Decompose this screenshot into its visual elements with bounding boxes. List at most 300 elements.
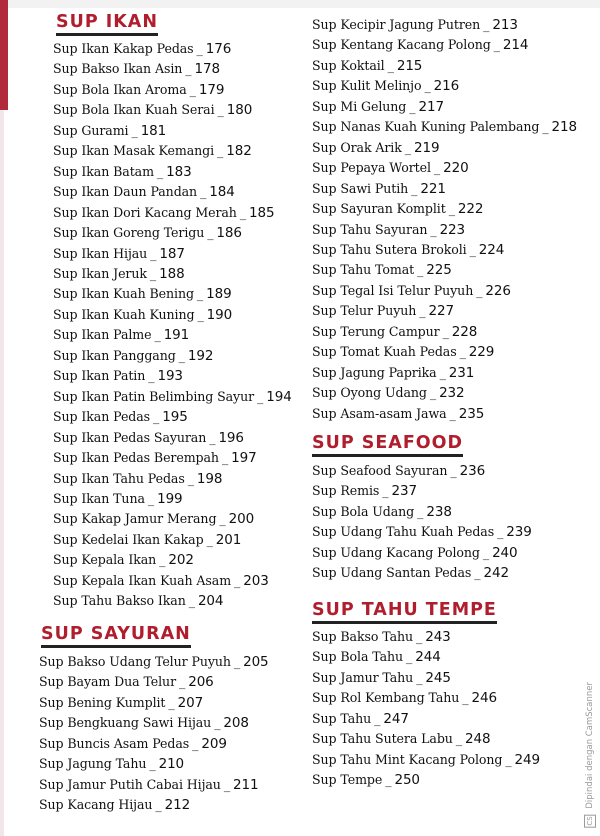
page-number: 250 — [394, 772, 420, 789]
separator: _ — [209, 429, 216, 445]
recipe-name: Sup Ikan Tahu Pedas — [53, 470, 185, 486]
recipe-name: Sup Ikan Patin Belimbing Sayur — [53, 388, 255, 404]
recipe-entry — [53, 366, 318, 386]
recipe-entry — [53, 162, 318, 182]
separator: _ — [404, 139, 411, 155]
recipe-entry — [53, 284, 318, 304]
section-sup-tahu-tempe — [312, 600, 594, 791]
item-list — [312, 15, 594, 424]
page-number: 207 — [177, 694, 204, 711]
recipe-name: Sup Seafood Sayuran — [312, 463, 448, 478]
recipe-name: Sup Tahu Tomat — [312, 262, 415, 278]
separator: _ — [217, 143, 224, 159]
page-number: 196 — [218, 429, 244, 446]
recipe-name: Sup Ikan Dori Kacang Merah — [53, 204, 237, 220]
recipe-name: Sup Sayuran Komplit — [312, 201, 446, 217]
section-sup-sayuran — [41, 624, 303, 816]
separator: _ — [374, 710, 381, 726]
recipe-entry — [312, 342, 594, 362]
separator: _ — [196, 41, 203, 56]
page-number: 190 — [206, 306, 233, 323]
section-sup-sayuran-continued — [312, 15, 594, 424]
separator: _ — [406, 649, 413, 665]
recipe-entry — [312, 220, 594, 240]
page-number: 243 — [425, 629, 451, 645]
separator: _ — [411, 180, 418, 196]
recipe-name: Sup Sawi Putih — [312, 180, 409, 196]
recipe-name: Sup Jamur Putih Cabai Hijau — [39, 776, 221, 792]
recipe-name: Sup Bola Ikan Aroma — [53, 81, 187, 97]
separator: _ — [417, 503, 424, 519]
recipe-entry — [53, 141, 318, 161]
page-number: 181 — [140, 122, 167, 139]
recipe-entry — [312, 688, 594, 708]
separator: _ — [416, 669, 423, 685]
separator: _ — [147, 490, 155, 506]
recipe-entry — [312, 199, 594, 219]
recipe-name: Sup Tahu — [312, 710, 372, 726]
recipe-name: Sup Bakso Udang Telur Puyuh — [39, 654, 231, 669]
page-number: 194 — [266, 388, 292, 405]
recipe-name: Sup Bola Ikan Kuah Serai — [53, 102, 215, 118]
recipe-entry — [39, 754, 303, 774]
recipe-name: Sup Bening Kumplit — [39, 694, 166, 710]
recipe-entry — [53, 305, 318, 325]
section-heading: SUP SEAFOOD — [312, 433, 463, 457]
recipe-name: Sup Asam-asam Jawa — [312, 405, 447, 421]
recipe-name: Sup Remis — [312, 483, 380, 499]
separator: _ — [459, 344, 466, 360]
recipe-name: Sup Tempe — [312, 772, 383, 788]
recipe-name: Sup Koktail — [312, 57, 385, 73]
page-number: 244 — [415, 649, 441, 666]
recipe-entry — [39, 652, 303, 672]
page-number: 204 — [197, 593, 224, 610]
watermark-text: Dipindai dengan CamScanner — [585, 682, 595, 809]
page-number: 223 — [439, 221, 466, 238]
separator: _ — [149, 265, 157, 281]
page-number: 246 — [471, 690, 497, 707]
page-number: 182 — [226, 143, 252, 160]
page-number: 211 — [233, 776, 259, 793]
page-number: 219 — [413, 139, 440, 156]
recipe-entry — [312, 404, 594, 424]
recipe-name: Sup Nanas Kuah Kuning Palembang — [312, 119, 540, 135]
page-number: 220 — [443, 160, 469, 177]
recipe-name: Sup Bola Udang — [312, 503, 415, 519]
separator: _ — [200, 184, 207, 200]
recipe-name: Sup Ikan Kuah Kuning — [53, 306, 195, 322]
separator: _ — [474, 565, 481, 581]
page-number: 197 — [231, 450, 257, 467]
recipe-name: Sup Tomat Kuah Pedas — [312, 344, 457, 360]
recipe-name: Sup Tahu Sayuran — [312, 221, 428, 237]
side-color-strip — [0, 0, 8, 110]
separator: _ — [185, 61, 192, 77]
recipe-name: Sup Ikan Pedas — [53, 409, 151, 425]
recipe-entry — [312, 627, 594, 647]
recipe-entry — [312, 281, 594, 301]
page-top-edge — [0, 0, 600, 8]
page-number: 225 — [426, 262, 452, 279]
recipe-name: Sup Ikan Masak Kemangi — [53, 143, 215, 159]
separator: _ — [192, 735, 199, 751]
recipe-entry — [53, 530, 318, 550]
recipe-entry — [53, 346, 318, 366]
page-number: 237 — [391, 483, 417, 500]
separator: _ — [150, 245, 157, 261]
page-number: 218 — [551, 119, 577, 136]
separator: _ — [148, 368, 155, 384]
recipe-entry — [39, 672, 303, 692]
page-number: 227 — [428, 303, 454, 320]
separator: _ — [131, 122, 138, 138]
separator: _ — [239, 204, 247, 220]
page-number: 249 — [514, 751, 541, 768]
separator: _ — [149, 756, 156, 772]
recipe-entry — [312, 383, 594, 403]
recipe-name: Sup Kecipir Jagung Putren — [312, 17, 481, 32]
scanner-watermark — [584, 682, 596, 828]
recipe-name: Sup Kulit Melinjo — [312, 78, 422, 94]
recipe-entry — [53, 244, 318, 264]
page-number: 217 — [418, 98, 444, 115]
page-number: 216 — [433, 78, 460, 95]
recipe-name: Sup Kepala Ikan Kuah Asam — [53, 572, 232, 588]
recipe-name: Sup Pepaya Wortel — [312, 160, 431, 176]
recipe-entry — [53, 550, 318, 570]
recipe-entry — [53, 591, 318, 611]
separator: _ — [462, 690, 469, 706]
recipe-entry — [312, 158, 594, 178]
item-list — [39, 652, 303, 816]
separator: _ — [493, 37, 500, 53]
recipe-entry — [312, 481, 594, 501]
item-list — [312, 627, 594, 791]
separator: _ — [179, 674, 186, 690]
recipe-entry — [312, 240, 594, 260]
recipe-entry — [53, 182, 318, 202]
separator: _ — [219, 511, 226, 527]
recipe-name: Sup Kepala Ikan — [53, 552, 157, 568]
page-number: 210 — [158, 756, 185, 773]
recipe-entry — [312, 76, 594, 96]
recipe-name: Sup Kakap Jamur Merang — [53, 511, 217, 527]
separator: _ — [233, 654, 241, 669]
recipe-name: Sup Ikan Kuah Bening — [53, 286, 194, 302]
separator: _ — [206, 531, 213, 547]
separator: _ — [483, 17, 490, 32]
recipe-name: Sup Bayam Dua Telur — [39, 674, 176, 690]
recipe-entry — [312, 750, 594, 770]
recipe-entry — [312, 668, 594, 688]
recipe-entry — [312, 729, 594, 749]
recipe-name: Sup Telur Puyuh — [312, 303, 417, 319]
page-number: 189 — [206, 286, 232, 303]
page-number: 193 — [157, 368, 183, 385]
recipe-entry — [312, 502, 594, 522]
separator: _ — [159, 552, 166, 568]
separator: _ — [417, 262, 424, 278]
recipe-name: Sup Tegal Isi Telur Puyuh — [312, 282, 474, 298]
recipe-entry — [53, 264, 318, 284]
page-number: 224 — [478, 241, 505, 258]
separator: _ — [196, 286, 204, 302]
page-number: 226 — [485, 282, 511, 299]
page-number: 208 — [223, 715, 249, 732]
recipe-entry — [53, 509, 318, 529]
recipe-entry — [53, 203, 318, 223]
page-number: 184 — [209, 184, 235, 201]
page-number: 248 — [465, 731, 491, 748]
separator: _ — [178, 347, 185, 363]
recipe-name: Sup Ikan Batam — [53, 163, 154, 179]
recipe-entry — [53, 387, 318, 407]
separator: _ — [476, 282, 483, 298]
page-number: 178 — [194, 61, 220, 78]
separator: _ — [382, 483, 389, 499]
separator: _ — [223, 776, 231, 792]
recipe-name: Sup Jagung Paprika — [312, 364, 437, 380]
recipe-name: Sup Ikan Tuna — [53, 490, 145, 506]
recipe-entry — [312, 301, 594, 321]
recipe-entry — [53, 489, 318, 509]
side-edge — [0, 110, 4, 836]
recipe-entry — [53, 325, 318, 345]
page-number: 222 — [457, 201, 484, 218]
recipe-name: Sup Ikan Pedas Sayuran — [53, 429, 207, 445]
section-heading: SUP IKAN — [56, 12, 158, 36]
page-number: 239 — [506, 524, 532, 541]
recipe-entry — [53, 469, 318, 489]
separator: _ — [409, 98, 416, 114]
recipe-name: Sup Udang Kacang Polong — [312, 544, 480, 560]
recipe-name: Sup Kacang Hijau — [39, 797, 153, 813]
section-sup-ikan — [53, 12, 318, 612]
recipe-entry — [312, 709, 594, 729]
recipe-name: Sup Bola Tahu — [312, 649, 404, 665]
recipe-entry — [312, 770, 594, 790]
recipe-entry — [53, 59, 318, 79]
recipe-name: Sup Terung Campur — [312, 323, 440, 339]
page-number: 183 — [166, 163, 192, 180]
separator: _ — [153, 409, 160, 425]
recipe-name: Sup Kedelai Ikan Kakap — [53, 531, 204, 547]
recipe-name: Sup Ikan Pedas Berempah — [53, 450, 219, 466]
separator: _ — [155, 797, 162, 813]
page-number: 202 — [168, 552, 194, 569]
recipe-entry — [312, 563, 594, 583]
page-number: 180 — [226, 102, 253, 119]
item-list — [312, 461, 594, 584]
page-number: 199 — [157, 490, 183, 507]
page-number: 191 — [163, 327, 190, 344]
page-number: 188 — [159, 265, 185, 282]
page-number: 176 — [205, 41, 232, 57]
page-number: 203 — [243, 572, 269, 589]
page-number: 238 — [426, 503, 452, 520]
recipe-name: Sup Jamur Tahu — [312, 669, 414, 685]
separator: _ — [187, 470, 194, 486]
separator: _ — [168, 694, 175, 710]
page-number: 195 — [162, 409, 188, 426]
page-number: 231 — [448, 364, 475, 381]
recipe-entry — [312, 461, 594, 481]
page-number: 206 — [188, 674, 214, 691]
recipe-entry — [312, 179, 594, 199]
recipe-entry — [39, 775, 303, 795]
page-number: 201 — [215, 531, 242, 548]
separator: _ — [450, 463, 457, 478]
separator: _ — [188, 593, 195, 609]
separator: _ — [442, 323, 449, 339]
separator: _ — [542, 119, 549, 135]
recipe-entry — [39, 734, 303, 754]
recipe-entry — [312, 522, 594, 542]
recipe-entry — [312, 138, 594, 158]
separator: _ — [469, 241, 476, 257]
recipe-name: Sup Ikan Panggang — [53, 347, 176, 363]
section-heading: SUP SAYURAN — [41, 624, 191, 648]
separator: _ — [234, 572, 241, 588]
recipe-entry — [312, 117, 594, 137]
recipe-entry — [312, 260, 594, 280]
recipe-name: Sup Ikan Palme — [53, 327, 152, 343]
separator: _ — [189, 81, 196, 97]
recipe-name: Sup Buncis Asam Pedas — [39, 735, 190, 751]
separator: _ — [424, 78, 431, 94]
recipe-name: Sup Mi Gelung — [312, 98, 407, 114]
page-number: 242 — [483, 565, 509, 582]
separator: _ — [207, 225, 214, 241]
item-list — [53, 39, 318, 612]
recipe-entry — [53, 223, 318, 243]
separator: _ — [448, 201, 455, 217]
recipe-name: Sup Ikan Kakap Pedas — [53, 41, 194, 56]
separator: _ — [156, 163, 164, 179]
recipe-entry — [312, 322, 594, 342]
page-number: 245 — [425, 669, 451, 686]
page-number: 209 — [201, 735, 227, 752]
separator: _ — [197, 306, 204, 322]
recipe-name: Sup Ikan Jeruk — [53, 265, 147, 281]
separator: _ — [221, 450, 229, 466]
page-number: 235 — [458, 405, 485, 422]
recipe-entry — [53, 407, 318, 427]
page-number: 215 — [396, 57, 423, 74]
page-number: 221 — [420, 180, 446, 197]
page-number: 214 — [502, 37, 529, 54]
separator: _ — [217, 102, 224, 118]
page-number: 240 — [492, 544, 518, 561]
separator: _ — [154, 327, 161, 343]
recipe-entry — [53, 571, 318, 591]
page-number: 198 — [196, 470, 223, 487]
page-number: 228 — [451, 323, 478, 340]
separator: _ — [385, 772, 392, 788]
recipe-entry — [53, 39, 318, 59]
page-number: 186 — [216, 225, 242, 242]
recipe-name: Sup Oyong Udang — [312, 385, 427, 401]
recipe-name: Sup Tahu Sutera Brokoli — [312, 241, 467, 257]
recipe-name: Sup Tahu Mint Kacang Polong — [312, 751, 503, 767]
page-number: 187 — [159, 245, 185, 262]
separator: _ — [419, 303, 426, 319]
recipe-entry — [312, 56, 594, 76]
page-number: 247 — [383, 710, 409, 727]
recipe-entry — [312, 647, 594, 667]
recipe-name: Sup Gurami — [53, 122, 129, 138]
separator: _ — [449, 405, 456, 421]
section-heading: SUP TAHU TEMPE — [312, 600, 497, 624]
recipe-entry — [53, 121, 318, 141]
recipe-name: Sup Orak Arik — [312, 139, 402, 155]
recipe-entry — [39, 713, 303, 733]
page-number: 179 — [198, 81, 225, 98]
separator: _ — [430, 221, 437, 237]
recipe-name: Sup Kentang Kacang Polong — [312, 37, 491, 53]
separator: _ — [416, 629, 423, 644]
recipe-name: Sup Tahu Bakso Ikan — [53, 593, 186, 609]
separator: _ — [433, 160, 441, 176]
section-sup-seafood — [312, 433, 594, 584]
separator: _ — [214, 715, 221, 731]
page-number: 213 — [492, 17, 518, 33]
recipe-entry — [53, 428, 318, 448]
separator: _ — [257, 388, 264, 404]
separator: _ — [387, 57, 394, 73]
recipe-entry — [312, 35, 594, 55]
page-number: 185 — [249, 204, 275, 221]
page-number: 229 — [468, 344, 495, 361]
recipe-name: Sup Bakso Ikan Asin — [53, 61, 183, 77]
recipe-name: Sup Tahu Sutera Labu — [312, 731, 453, 747]
recipe-entry — [312, 543, 594, 563]
recipe-entry — [312, 363, 594, 383]
recipe-entry — [53, 448, 318, 468]
page-number: 212 — [164, 797, 191, 814]
recipe-name: Sup Ikan Daun Pandan — [53, 184, 198, 200]
recipe-name: Sup Bakso Tahu — [312, 629, 413, 644]
separator: _ — [497, 524, 504, 540]
page-number: 236 — [459, 463, 486, 479]
camscanner-icon: CS — [586, 816, 594, 826]
recipe-entry — [39, 693, 303, 713]
separator: _ — [429, 385, 437, 401]
recipe-name: Sup Bengkuang Sawi Hijau — [39, 715, 212, 731]
recipe-entry — [53, 80, 318, 100]
separator: _ — [455, 731, 462, 747]
separator: _ — [482, 544, 490, 560]
recipe-name: Sup Ikan Hijau — [53, 245, 148, 261]
recipe-name: Sup Rol Kembang Tahu — [312, 690, 460, 706]
recipe-name: Sup Udang Santan Pedas — [312, 565, 472, 581]
separator: _ — [505, 751, 512, 767]
page-number: 200 — [228, 511, 255, 528]
recipe-name: Sup Jagung Tahu — [39, 756, 147, 772]
page-number: 205 — [243, 654, 269, 670]
recipe-name: Sup Ikan Goreng Terigu — [53, 225, 205, 241]
recipe-entry — [312, 15, 594, 35]
recipe-name: Sup Ikan Patin — [53, 368, 146, 384]
recipe-entry — [53, 100, 318, 120]
recipe-name: Sup Udang Tahu Kuah Pedas — [312, 524, 495, 540]
recipe-entry — [39, 795, 303, 815]
recipe-entry — [312, 97, 594, 117]
page-number: 192 — [187, 347, 214, 364]
page-number: 232 — [439, 385, 465, 402]
separator: _ — [439, 364, 446, 380]
